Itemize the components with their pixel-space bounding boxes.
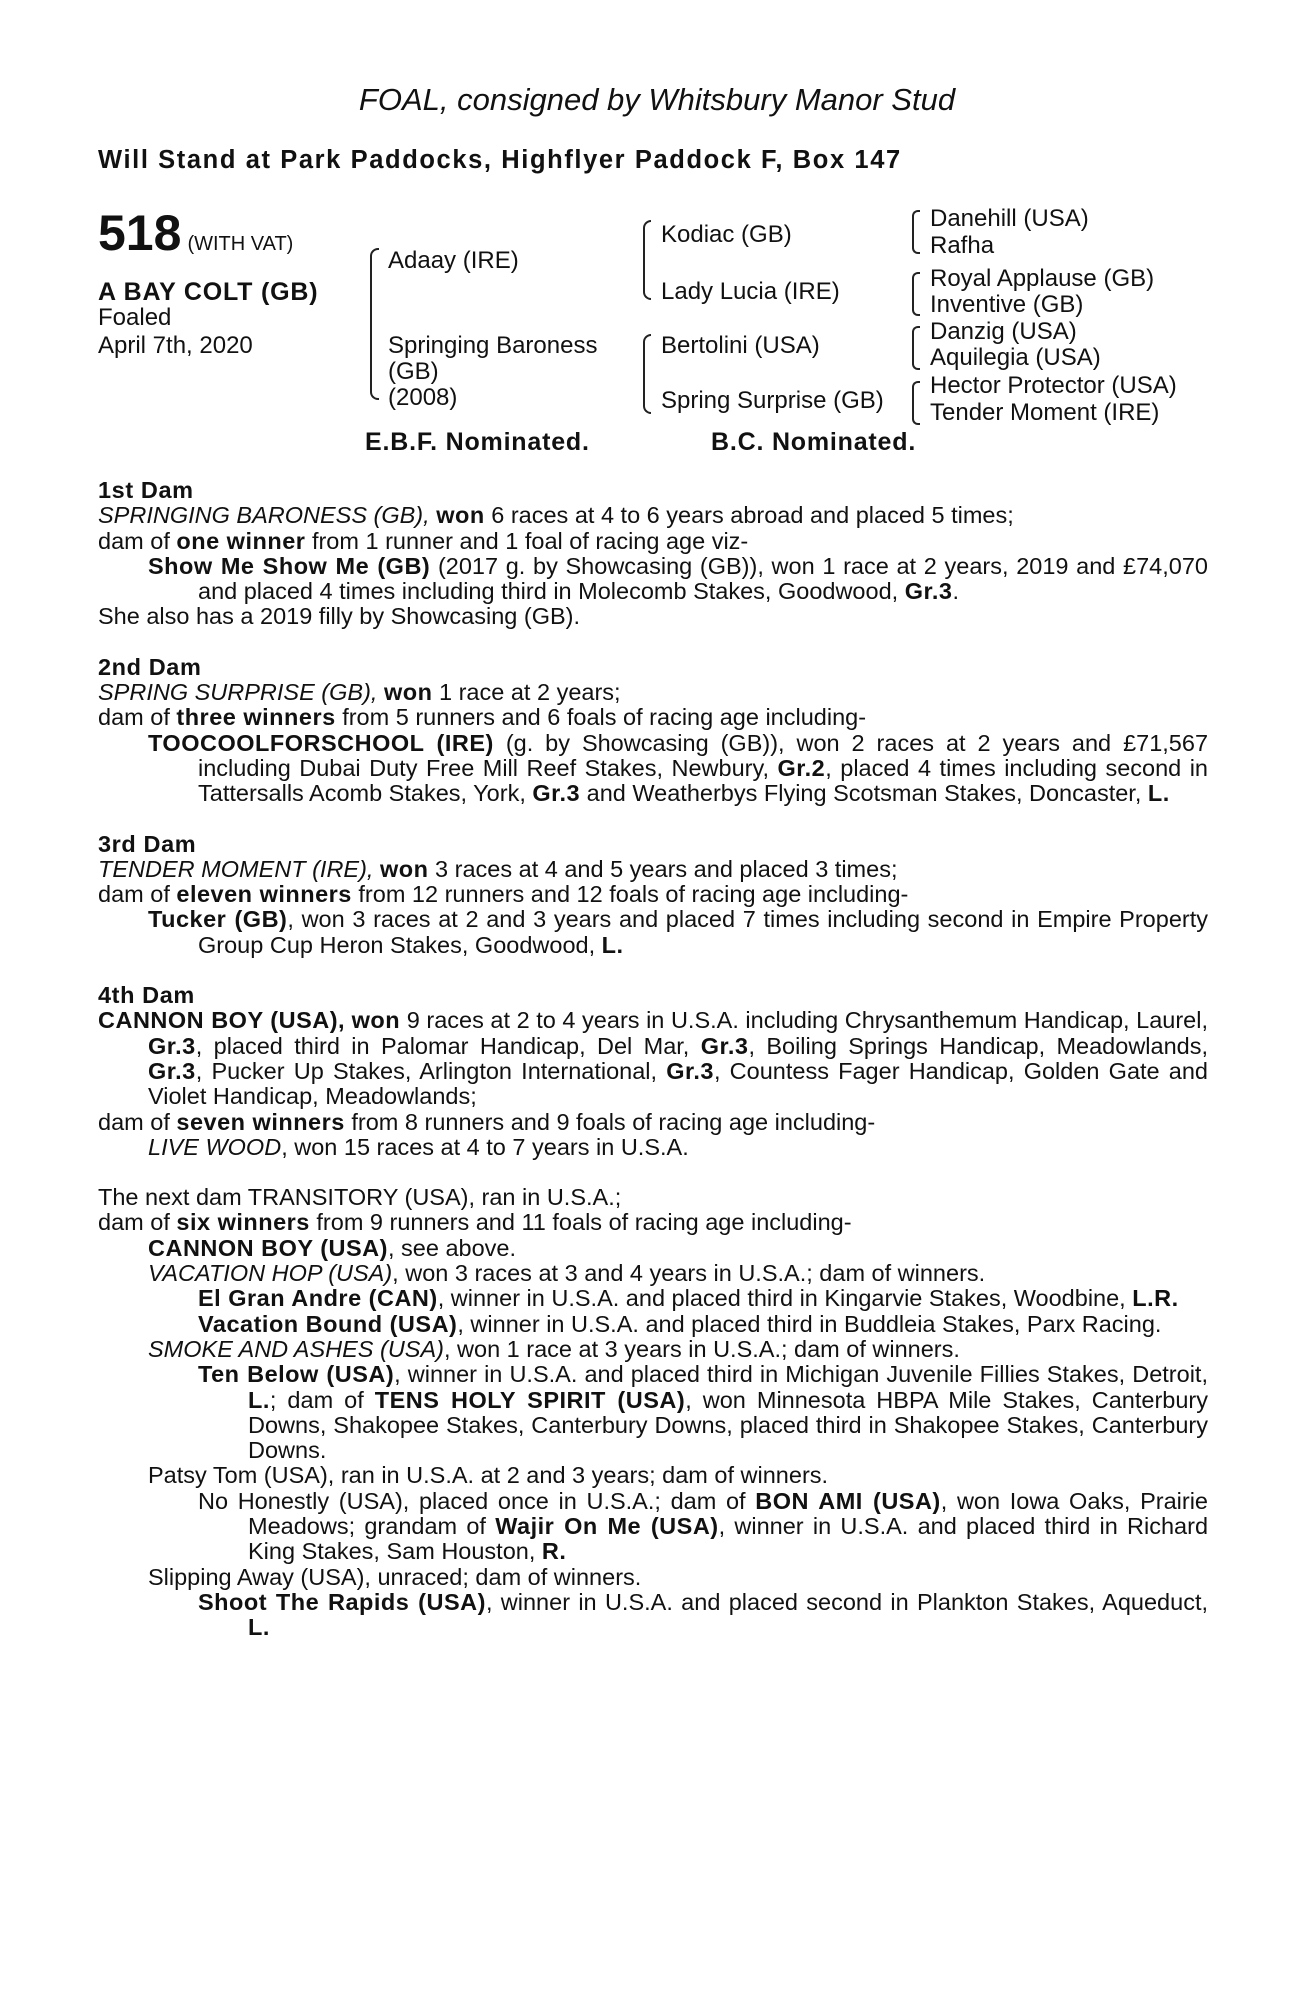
pedigree-bracket-dam [643, 334, 651, 414]
next-dam-grandprogeny-1: El Gran Andre (CAN), winner in U.S.A. and placed third in Kingarvie Stakes, Woodbine, L.R. [198, 1285, 1179, 1312]
second-dam-heading: 2nd Dam [98, 653, 202, 680]
foaled-label: Foaled [98, 304, 172, 331]
stand-location: Will Stand at Park Paddocks, Highflyer Paddock F, Box 147 [98, 146, 902, 174]
first-dam-name: SPRINGING BARONESS (GB), [98, 502, 430, 529]
dam-dam-sire: Hector Protector (USA) [930, 372, 1177, 399]
first-dam-heading: 1st Dam [98, 477, 194, 503]
sire-dam: Lady Lucia (IRE) [661, 278, 840, 305]
first-dam-note: She also has a 2019 filly by Showcasing (GB). [98, 603, 581, 630]
third-dam-progeny: Tucker (GB), won 3 races at 2 and 3 years and placed 7 times including second in Empire Property Group Cup Heron Stakes, Goodwood, L. [148, 906, 1208, 958]
sire-sire-sire: Danehill (USA) [930, 205, 1089, 232]
second-dam-summary: SPRING SURPRISE (GB), won 1 race at 2 years; [98, 679, 621, 706]
pedigree-bracket-sire [643, 220, 651, 300]
progeny-name: LIVE WOOD [148, 1133, 282, 1160]
next-dam-grandprogeny-2: Vacation Bound (USA), winner in U.S.A. and placed third in Buddleia Stakes, Parx Racing. [198, 1310, 1162, 1337]
sire-sire: Kodiac (GB) [661, 221, 792, 248]
next-dam-progeny-4: Patsy Tom (USA), ran in U.S.A. at 2 and 3 years; dam of winners. [148, 1462, 829, 1489]
next-dam-progeny-2: VACATION HOP (USA), won 3 races at 3 and 4 years in U.S.A.; dam of winners. [148, 1260, 986, 1287]
first-dam-progeny: Show Me Show Me (GB) (2017 g. by Showcasing (GB)), won 1 race at 2 years, 2019 and £74,070 and placed 4 times including third in Molecomb Stakes, Goodwood, Gr.3. [148, 552, 1208, 605]
third-dam-section [98, 832, 1208, 958]
fourth-dam-progeny: LIVE WOOD, won 15 races at 4 to 7 years in U.S.A. [148, 1133, 689, 1160]
foaled-date: April 7th, 2020 [98, 332, 253, 359]
foaled-info [98, 304, 253, 360]
next-dam-summary: The next dam TRANSITORY (USA), ran in U.S.A.; [98, 1184, 622, 1211]
lot-description: A BAY COLT (GB) [98, 278, 319, 306]
dam-name-line3: (2008) [388, 384, 458, 411]
next-dam-progeny-3: SMOKE AND ASHES (USA), won 1 race at 3 years in U.S.A.; dam of winners. [148, 1335, 960, 1362]
second-dam-section [98, 655, 1208, 807]
third-dam-name: TENDER MOMENT (IRE), [98, 855, 374, 882]
lot-number: 518 [98, 205, 182, 261]
pedigree-bracket-sd [912, 272, 920, 316]
dam-dam: Spring Surprise (GB) [661, 387, 884, 414]
fourth-dam-section [98, 983, 1208, 1160]
bc-nomination: B.C. Nominated. [711, 428, 917, 456]
first-dam-produce: dam of one winner from 1 runner and 1 foal of racing age viz- [98, 527, 749, 554]
second-dam-produce: dam of three winners from 5 runners and 6 foals of racing age including- [98, 704, 867, 731]
second-dam-progeny: TOOCOOLFORSCHOOL (IRE) (g. by Showcasing (GB)), won 2 races at 2 years and £71,567 including Dubai Duty Free Mill Reef Stakes, Newbury, Gr.2, placed 4 times including second in Tattersalls Acomb Stakes, York, Gr.3 and Weatherbys Flying Scotsman Stakes, Doncaster, L. [148, 729, 1209, 807]
first-dam-summary: SPRINGING BARONESS (GB), won 6 races at 4 to 6 years abroad and placed 5 times; [98, 502, 1014, 529]
next-dam-grandprogeny-5: Shoot The Rapids (USA), winner in U.S.A. and placed second in Plankton Stakes, Aqueduct, L. [198, 1588, 1208, 1641]
third-dam-summary: TENDER MOMENT (IRE), won 3 races at 4 and 5 years and placed 3 times; [98, 855, 898, 882]
dam-name [388, 333, 597, 411]
progeny-name: Tucker (GB) [148, 906, 288, 933]
pedigree-notes [98, 478, 1208, 1665]
next-dam-progeny-1: CANNON BOY (USA), see above. [148, 1234, 517, 1261]
next-dam-section [98, 1185, 1208, 1640]
next-dam-progeny-5: Slipping Away (USA), unraced; dam of winners. [148, 1563, 642, 1590]
sire-name: Adaay (IRE) [388, 247, 519, 274]
dam-sire-dam: Aquilegia (USA) [930, 344, 1101, 371]
progeny-name: TOOCOOLFORSCHOOL (IRE) [148, 729, 494, 756]
fourth-dam-name: CANNON BOY (USA), [98, 1007, 346, 1034]
first-dam-won: won [436, 502, 485, 529]
dam-name-line2: (GB) [388, 358, 439, 385]
pedigree-bracket-ss [912, 210, 920, 254]
pedigree-bracket-main [370, 248, 379, 400]
vat-note: (WITH VAT) [187, 233, 294, 255]
pedigree-bracket-ds [912, 326, 920, 370]
fourth-dam-produce: dam of seven winners from 8 runners and 9 foals of racing age including- [98, 1108, 876, 1135]
dam-dam-dam: Tender Moment (IRE) [930, 399, 1160, 426]
third-dam-heading: 3rd Dam [98, 830, 197, 857]
fourth-dam-summary: CANNON BOY (USA), won 9 races at 2 to 4 years in U.S.A. including Chrysanthemum Handicap, Laurel, Gr.3, placed third in Palomar Handicap, Del Mar, Gr.3, Boiling Springs Handicap, Meadowlands, Gr.3, Pucker Up Stakes, Arlington International, Gr.3, Countess Fager Handicap, Golden Gate and Violet Handicap, Meadowlands; [98, 1007, 1209, 1110]
sire-dam-dam: Inventive (GB) [930, 291, 1084, 318]
next-dam-grandprogeny-4: No Honestly (USA), placed once in U.S.A.; dam of BON AMI (USA), won Iowa Oaks, Prairie Meadows; grandam of Wajir On Me (USA), winner in U.S.A. and placed third in Richard King Stakes, Sam Houston, R. [198, 1487, 1209, 1565]
third-dam-produce: dam of eleven winners from 12 runners and 12 foals of racing age including- [98, 881, 909, 908]
sire-sire-dam: Rafha [930, 232, 995, 259]
next-dam-produce: dam of six winners from 9 runners and 11 foals of racing age including- [98, 1209, 852, 1236]
pedigree-bracket-dd [912, 381, 920, 425]
dam-sire: Bertolini (USA) [661, 332, 820, 359]
ebf-nomination: E.B.F. Nominated. [365, 428, 590, 456]
sire-dam-sire: Royal Applause (GB) [930, 265, 1155, 292]
progeny-name: Show Me Show Me (GB) [148, 552, 431, 579]
consignment-line: FOAL, consigned by Whitsbury Manor Stud [358, 82, 956, 117]
first-dam-section [98, 478, 1208, 630]
lot-header [98, 205, 294, 261]
dam-sire-sire: Danzig (USA) [930, 318, 1077, 345]
next-dam-grandprogeny-3: Ten Below (USA), winner in U.S.A. and placed third in Michigan Juvenile Fillies Stakes, Detroit, L.; dam of TENS HOLY SPIRIT (USA), won Minnesota HBPA Mile Stakes, Canterbury Downs, Shakopee Stakes, Canterbury Downs, placed third in Shakopee Stakes, Canterbury Downs. [198, 1361, 1208, 1464]
second-dam-name: SPRING SURPRISE (GB), [98, 679, 378, 706]
dam-name-line1: Springing Baroness [388, 332, 598, 359]
fourth-dam-heading: 4th Dam [98, 982, 195, 1009]
